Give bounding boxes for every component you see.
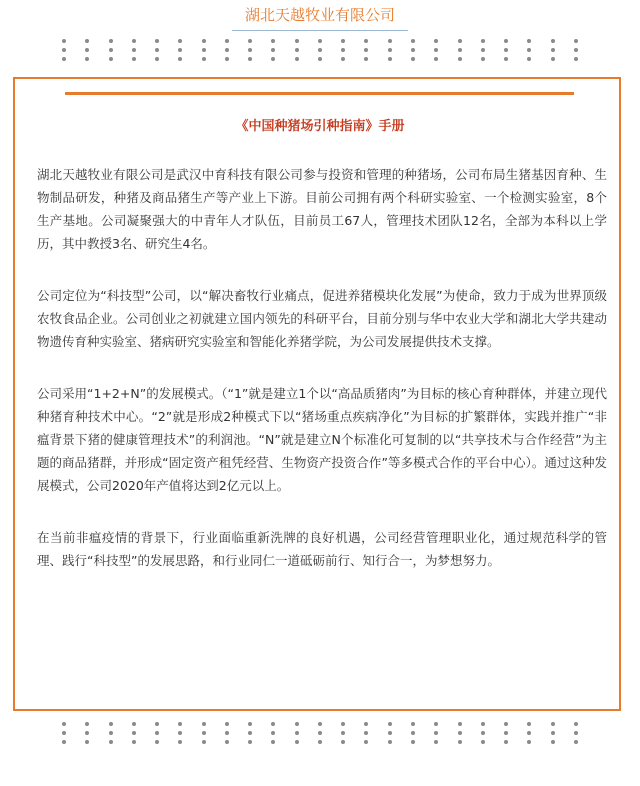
decorative-dot [388, 740, 392, 744]
decorative-dot [434, 740, 438, 744]
dot-row [62, 731, 578, 740]
decorative-dot [481, 731, 485, 735]
decorative-dot [574, 39, 578, 43]
decorative-dot [178, 48, 182, 52]
decorative-dot [481, 722, 485, 726]
decorative-dot [62, 57, 66, 61]
decorative-dot [458, 39, 462, 43]
decorative-dot [481, 740, 485, 744]
decorative-dot [225, 39, 229, 43]
frame-top-bar [65, 92, 574, 95]
decorative-dot [364, 39, 368, 43]
decorative-dot [248, 722, 252, 726]
decorative-dot [458, 740, 462, 744]
decorative-dot [318, 731, 322, 735]
decorative-dot [434, 722, 438, 726]
decorative-dot [178, 731, 182, 735]
decorative-dot [109, 731, 113, 735]
decorative-dot [364, 57, 368, 61]
decorative-dot [271, 722, 275, 726]
decorative-dot [271, 48, 275, 52]
decorative-dot [341, 39, 345, 43]
decorative-dot [527, 740, 531, 744]
paragraph-development-model: 公司采用“1+2+N”的发展模式。（“1”就是建立1个以“高品质猪肉”为目标的核心育种群体，并建立现代种猪育种技术中心。“2”就是形成2种模式下以“猪场重点疾病净化”为目标的扩繁群体，实践并推广“非瘟背景下猪的健康管理技术”的利润池。“N”就是建立N个标准化可复制的以“共享技术与合作经营”为主题的商品猪群，并形成“固定资产租凭经营、生物资产投资合作”等多模式合作的平台中心）。通过这种发展模式，公司2020年产值将达到2亿元以上。 [37, 386, 607, 493]
decorative-dot [155, 731, 159, 735]
company-header-title: 湖北天越牧业有限公司 [244, 6, 395, 24]
decorative-dot [295, 731, 299, 735]
decorative-dot [504, 731, 508, 735]
decorative-dot [132, 740, 136, 744]
decorative-dot [62, 722, 66, 726]
decorative-dot [388, 39, 392, 43]
decorative-dot [109, 39, 113, 43]
decorative-dot [574, 731, 578, 735]
decorative-dot [295, 57, 299, 61]
decorative-dot [155, 39, 159, 43]
dot-row [62, 48, 578, 57]
decorative-dot [364, 722, 368, 726]
decorative-dot [527, 722, 531, 726]
decorative-dot [318, 48, 322, 52]
decorative-dot [225, 740, 229, 744]
decorative-dot [62, 48, 66, 52]
decorative-dot [481, 48, 485, 52]
decorative-dot [411, 39, 415, 43]
decorative-dot [458, 731, 462, 735]
decorative-dot [551, 57, 555, 61]
decorative-dot [434, 731, 438, 735]
decorative-dot [551, 48, 555, 52]
decorative-dot [341, 740, 345, 744]
decorative-dot [178, 740, 182, 744]
decorative-dot [248, 57, 252, 61]
decorative-dot [318, 722, 322, 726]
decorative-dot [388, 731, 392, 735]
decorative-dot [132, 57, 136, 61]
decorative-dot [318, 740, 322, 744]
decorative-dot [62, 39, 66, 43]
decorative-dot [458, 722, 462, 726]
decorative-dot [411, 731, 415, 735]
decorative-dot [271, 57, 275, 61]
decorative-dot [202, 731, 206, 735]
decorative-dot [458, 57, 462, 61]
decorative-dot [318, 39, 322, 43]
decorative-dot [155, 57, 159, 61]
decorative-dot [341, 48, 345, 52]
decorative-dot [388, 48, 392, 52]
decorative-dot [364, 48, 368, 52]
decorative-dot [411, 722, 415, 726]
decorative-dot [109, 740, 113, 744]
decorative-dot [248, 740, 252, 744]
decorative-dot [85, 731, 89, 735]
decorative-dot [109, 57, 113, 61]
decorative-dot [504, 48, 508, 52]
decorative-dot [155, 722, 159, 726]
decorative-dot [85, 722, 89, 726]
decorative-dot [481, 57, 485, 61]
decorative-dot [295, 48, 299, 52]
decorative-dot [178, 39, 182, 43]
decorative-dot [504, 39, 508, 43]
decorative-dot [271, 39, 275, 43]
decorative-dot [85, 48, 89, 52]
decorative-dot [341, 731, 345, 735]
decorative-dot [574, 740, 578, 744]
decorative-dot [527, 48, 531, 52]
decorative-dot [202, 722, 206, 726]
decorative-dot [85, 57, 89, 61]
decorative-dot [551, 740, 555, 744]
decorative-dot [434, 48, 438, 52]
decorative-dot [295, 740, 299, 744]
decorative-dot [85, 39, 89, 43]
decorative-dot [109, 48, 113, 52]
decorative-dot [225, 731, 229, 735]
decorative-dot [504, 57, 508, 61]
decorative-dot [248, 39, 252, 43]
decorative-dot [109, 722, 113, 726]
decorative-dot [248, 731, 252, 735]
decorative-dot [527, 731, 531, 735]
decorative-dot [85, 740, 89, 744]
decorative-dot [341, 722, 345, 726]
decorative-dot [271, 731, 275, 735]
decorative-dot [574, 722, 578, 726]
document-title: 《中国种猪场引种指南》手册 [235, 119, 405, 134]
decorative-dot [411, 740, 415, 744]
dot-row [62, 39, 578, 48]
decorative-dot [574, 57, 578, 61]
decorative-dot [248, 48, 252, 52]
decorative-dots-bottom [62, 722, 578, 749]
paragraph-company-intro: 湖北天越牧业有限公司是武汉中育科技有限公司参与投资和管理的种猪场，公司布局生猪基因育种、生物制品研发，种猪及商品猪生产等产业上下游。目前公司拥有两个科研实验室、一个检测实验室，8个生产基地。公司凝聚强大的中青年人才队伍，目前员工67人，管理技术团队12名，全部为本科以上学历，其中教授3名、研究生4名。 [37, 167, 607, 251]
decorative-dot [132, 722, 136, 726]
decorative-dot [178, 722, 182, 726]
dot-row [62, 722, 578, 731]
dot-row [62, 740, 578, 749]
decorative-dot [202, 39, 206, 43]
decorative-dot [132, 48, 136, 52]
decorative-dot [202, 48, 206, 52]
decorative-dot [132, 731, 136, 735]
decorative-dot [551, 731, 555, 735]
dot-row [62, 57, 578, 66]
decorative-dot [295, 722, 299, 726]
decorative-dots-top [62, 39, 578, 66]
decorative-dot [132, 39, 136, 43]
paragraph-positioning: 公司定位为“科技型”公司，以“解决畜牧行业痛点，促进养猪模块化发展”为使命，致力于成为世界顶级农牧食品企业。公司创业之初就建立国内领先的科研平台，目前分别与华中农业大学和湖北大学共建动物遗传育种实验室、猪病研究实验室和智能化养猪学院，为公司发展提供技术支撑。 [37, 288, 607, 349]
decorative-dot [202, 57, 206, 61]
decorative-dot [527, 39, 531, 43]
decorative-dot [551, 722, 555, 726]
decorative-dot [62, 740, 66, 744]
decorative-dot [155, 48, 159, 52]
decorative-dot [62, 731, 66, 735]
decorative-dot [411, 57, 415, 61]
decorative-dot [388, 57, 392, 61]
decorative-dot [364, 731, 368, 735]
decorative-dot [458, 48, 462, 52]
decorative-dot [341, 57, 345, 61]
decorative-dot [434, 39, 438, 43]
decorative-dot [551, 39, 555, 43]
paragraph-outlook: 在当前非瘟疫情的背景下，行业面临重新洗牌的良好机遇，公司经营管理职业化，通过规范科学的管理、践行“科技型”的发展思路，和行业同仁一道砥砺前行、知行合一，为梦想努力。 [37, 530, 607, 568]
decorative-dot [202, 740, 206, 744]
decorative-dot [504, 722, 508, 726]
decorative-dot [225, 48, 229, 52]
decorative-dot [318, 57, 322, 61]
decorative-dot [411, 48, 415, 52]
decorative-dot [178, 57, 182, 61]
header-underline [232, 30, 408, 31]
decorative-dot [481, 39, 485, 43]
decorative-dot [527, 57, 531, 61]
decorative-dot [295, 39, 299, 43]
decorative-dot [225, 722, 229, 726]
decorative-dot [388, 722, 392, 726]
decorative-dot [574, 48, 578, 52]
decorative-dot [271, 740, 275, 744]
decorative-dot [434, 57, 438, 61]
document-body [37, 163, 607, 601]
decorative-dot [225, 57, 229, 61]
decorative-dot [364, 740, 368, 744]
decorative-dot [504, 740, 508, 744]
decorative-dot [155, 740, 159, 744]
